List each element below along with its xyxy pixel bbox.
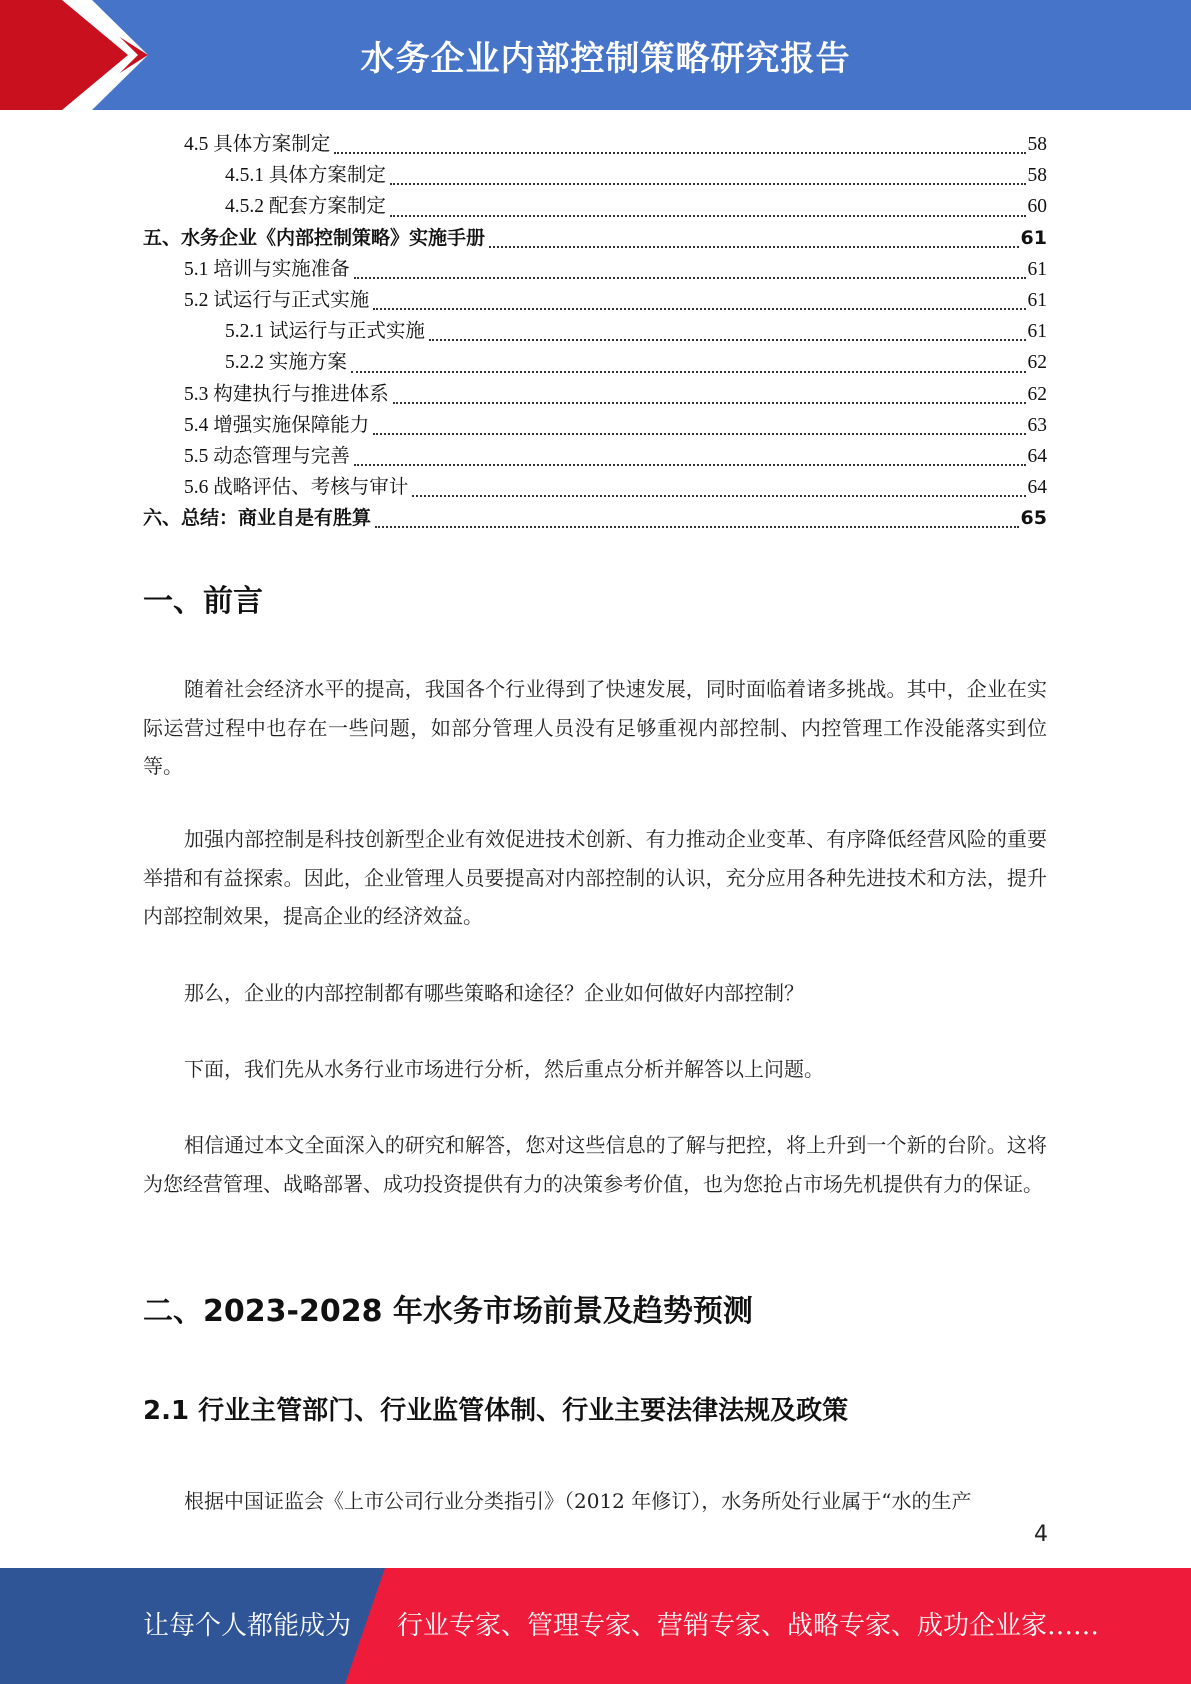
page-header <box>0 0 1191 110</box>
toc-label: 5.4 增强实施保障能力 <box>184 414 370 436</box>
toc-leader <box>390 215 1026 217</box>
toc-entry[interactable] <box>143 316 1047 347</box>
toc-entry[interactable] <box>143 472 1047 503</box>
toc-leader <box>412 495 1025 497</box>
toc-page: 58 <box>1027 134 1047 155</box>
toc-entry[interactable] <box>143 347 1047 378</box>
toc-label: 5.2.2 实施方案 <box>225 352 347 374</box>
toc-entry[interactable] <box>143 379 1047 410</box>
toc-page: 61 <box>1020 226 1047 249</box>
table-of-contents <box>143 129 1047 534</box>
section-heading-preface: 一、前言 <box>143 584 263 619</box>
paragraph: 加强内部控制是科技创新型企业有效促进技术创新、有力推动企业变革、有序降低经营风险的重要举措和有益探索。因此，企业管理人员要提高对内部控制的认识，充分应用各种先进技术和方法，提升内部控制效果，提高企业的经济效益。 <box>143 827 1047 928</box>
toc-page: 61 <box>1027 258 1047 280</box>
toc-leader <box>351 371 1026 373</box>
paragraph: 下面，我们先从水务行业市场进行分析，然后重点分析并解答以上问题。 <box>184 1057 824 1081</box>
toc-entry[interactable] <box>143 503 1047 534</box>
footer-slogan-left: 让每个人都能成为 <box>143 1611 352 1641</box>
toc-entry[interactable] <box>143 285 1047 316</box>
toc-label: 4.5 具体方案制定 <box>184 134 331 155</box>
toc-leader <box>390 183 1026 185</box>
toc-page: 61 <box>1027 289 1047 311</box>
toc-page: 61 <box>1027 321 1047 343</box>
toc-entry[interactable] <box>143 160 1047 191</box>
toc-page: 58 <box>1027 165 1047 187</box>
header-title: 水务企业内部控制策略研究报告 <box>360 38 851 79</box>
toc-label: 5.6 战略评估、考核与审计 <box>184 477 409 499</box>
toc-leader <box>489 246 1019 248</box>
toc-leader <box>334 152 1025 154</box>
toc-label: 4.5.2 配套方案制定 <box>225 196 386 218</box>
toc-label: 六、总结：商业自是有胜算 <box>143 507 372 530</box>
toc-label: 5.3 构建执行与推进体系 <box>184 383 389 405</box>
toc-leader <box>354 464 1026 466</box>
toc-entry[interactable] <box>143 129 1047 160</box>
toc-page: 64 <box>1027 445 1047 467</box>
toc-entry[interactable] <box>143 223 1047 254</box>
toc-label: 5.1 培训与实施准备 <box>184 258 350 280</box>
toc-leader <box>393 402 1026 404</box>
toc-page: 64 <box>1027 477 1047 499</box>
toc-page: 63 <box>1027 414 1047 436</box>
subsection-heading: 2.1 行业主管部门、行业监管体制、行业主要法律法规及政策 <box>143 1396 849 1426</box>
toc-leader <box>429 339 1026 341</box>
section-heading-market: 二、2023-2028 年水务市场前景及趋势预测 <box>143 1294 753 1329</box>
paragraph: 相信通过本文全面深入的研究和解答，您对这些信息的了解与把控，将上升到一个新的台阶。这将为您经营管理、战略部署、成功投资提供有力的决策参考价值，也为您抢占市场先机提供有力的保证。 <box>143 1133 1047 1196</box>
toc-label: 5.5 动态管理与完善 <box>184 445 350 467</box>
toc-label: 5.2.1 试运行与正式实施 <box>225 321 425 343</box>
toc-leader <box>375 526 1019 528</box>
toc-page: 62 <box>1027 352 1047 374</box>
toc-label: 五、水务企业《内部控制策略》实施手册 <box>143 226 486 249</box>
toc-entry[interactable] <box>143 254 1047 285</box>
toc-entry[interactable] <box>143 191 1047 222</box>
toc-leader <box>373 433 1025 435</box>
toc-label: 5.2 试运行与正式实施 <box>184 289 370 311</box>
toc-page: 65 <box>1020 507 1047 530</box>
toc-page: 62 <box>1027 383 1047 405</box>
page-footer <box>0 1568 1191 1684</box>
toc-entry[interactable] <box>143 441 1047 472</box>
toc-label: 4.5.1 具体方案制定 <box>225 165 386 187</box>
paragraph: 随着社会经济水平的提高，我国各个行业得到了快速发展，同时面临着诸多挑战。其中，企业在实际运营过程中也存在一些问题，如部分管理人员没有足够重视内部控制、内控管理工作没能落实到位等。 <box>143 677 1047 778</box>
toc-leader <box>354 277 1026 279</box>
paragraph: 那么，企业的内部控制都有哪些策略和途径？企业如何做好内部控制？ <box>184 981 804 1005</box>
footer-slogan-right: 行业专家、管理专家、营销专家、战略专家、成功企业家…… <box>397 1611 1100 1641</box>
toc-page: 60 <box>1027 196 1047 218</box>
paragraph: 根据中国证监会《上市公司行业分类指引》（2012 年修订），水务所处行业属于“水的生产 <box>184 1489 972 1513</box>
toc-leader <box>373 308 1025 310</box>
page-number: 4 <box>1034 1522 1048 1547</box>
toc-entry[interactable] <box>143 410 1047 441</box>
